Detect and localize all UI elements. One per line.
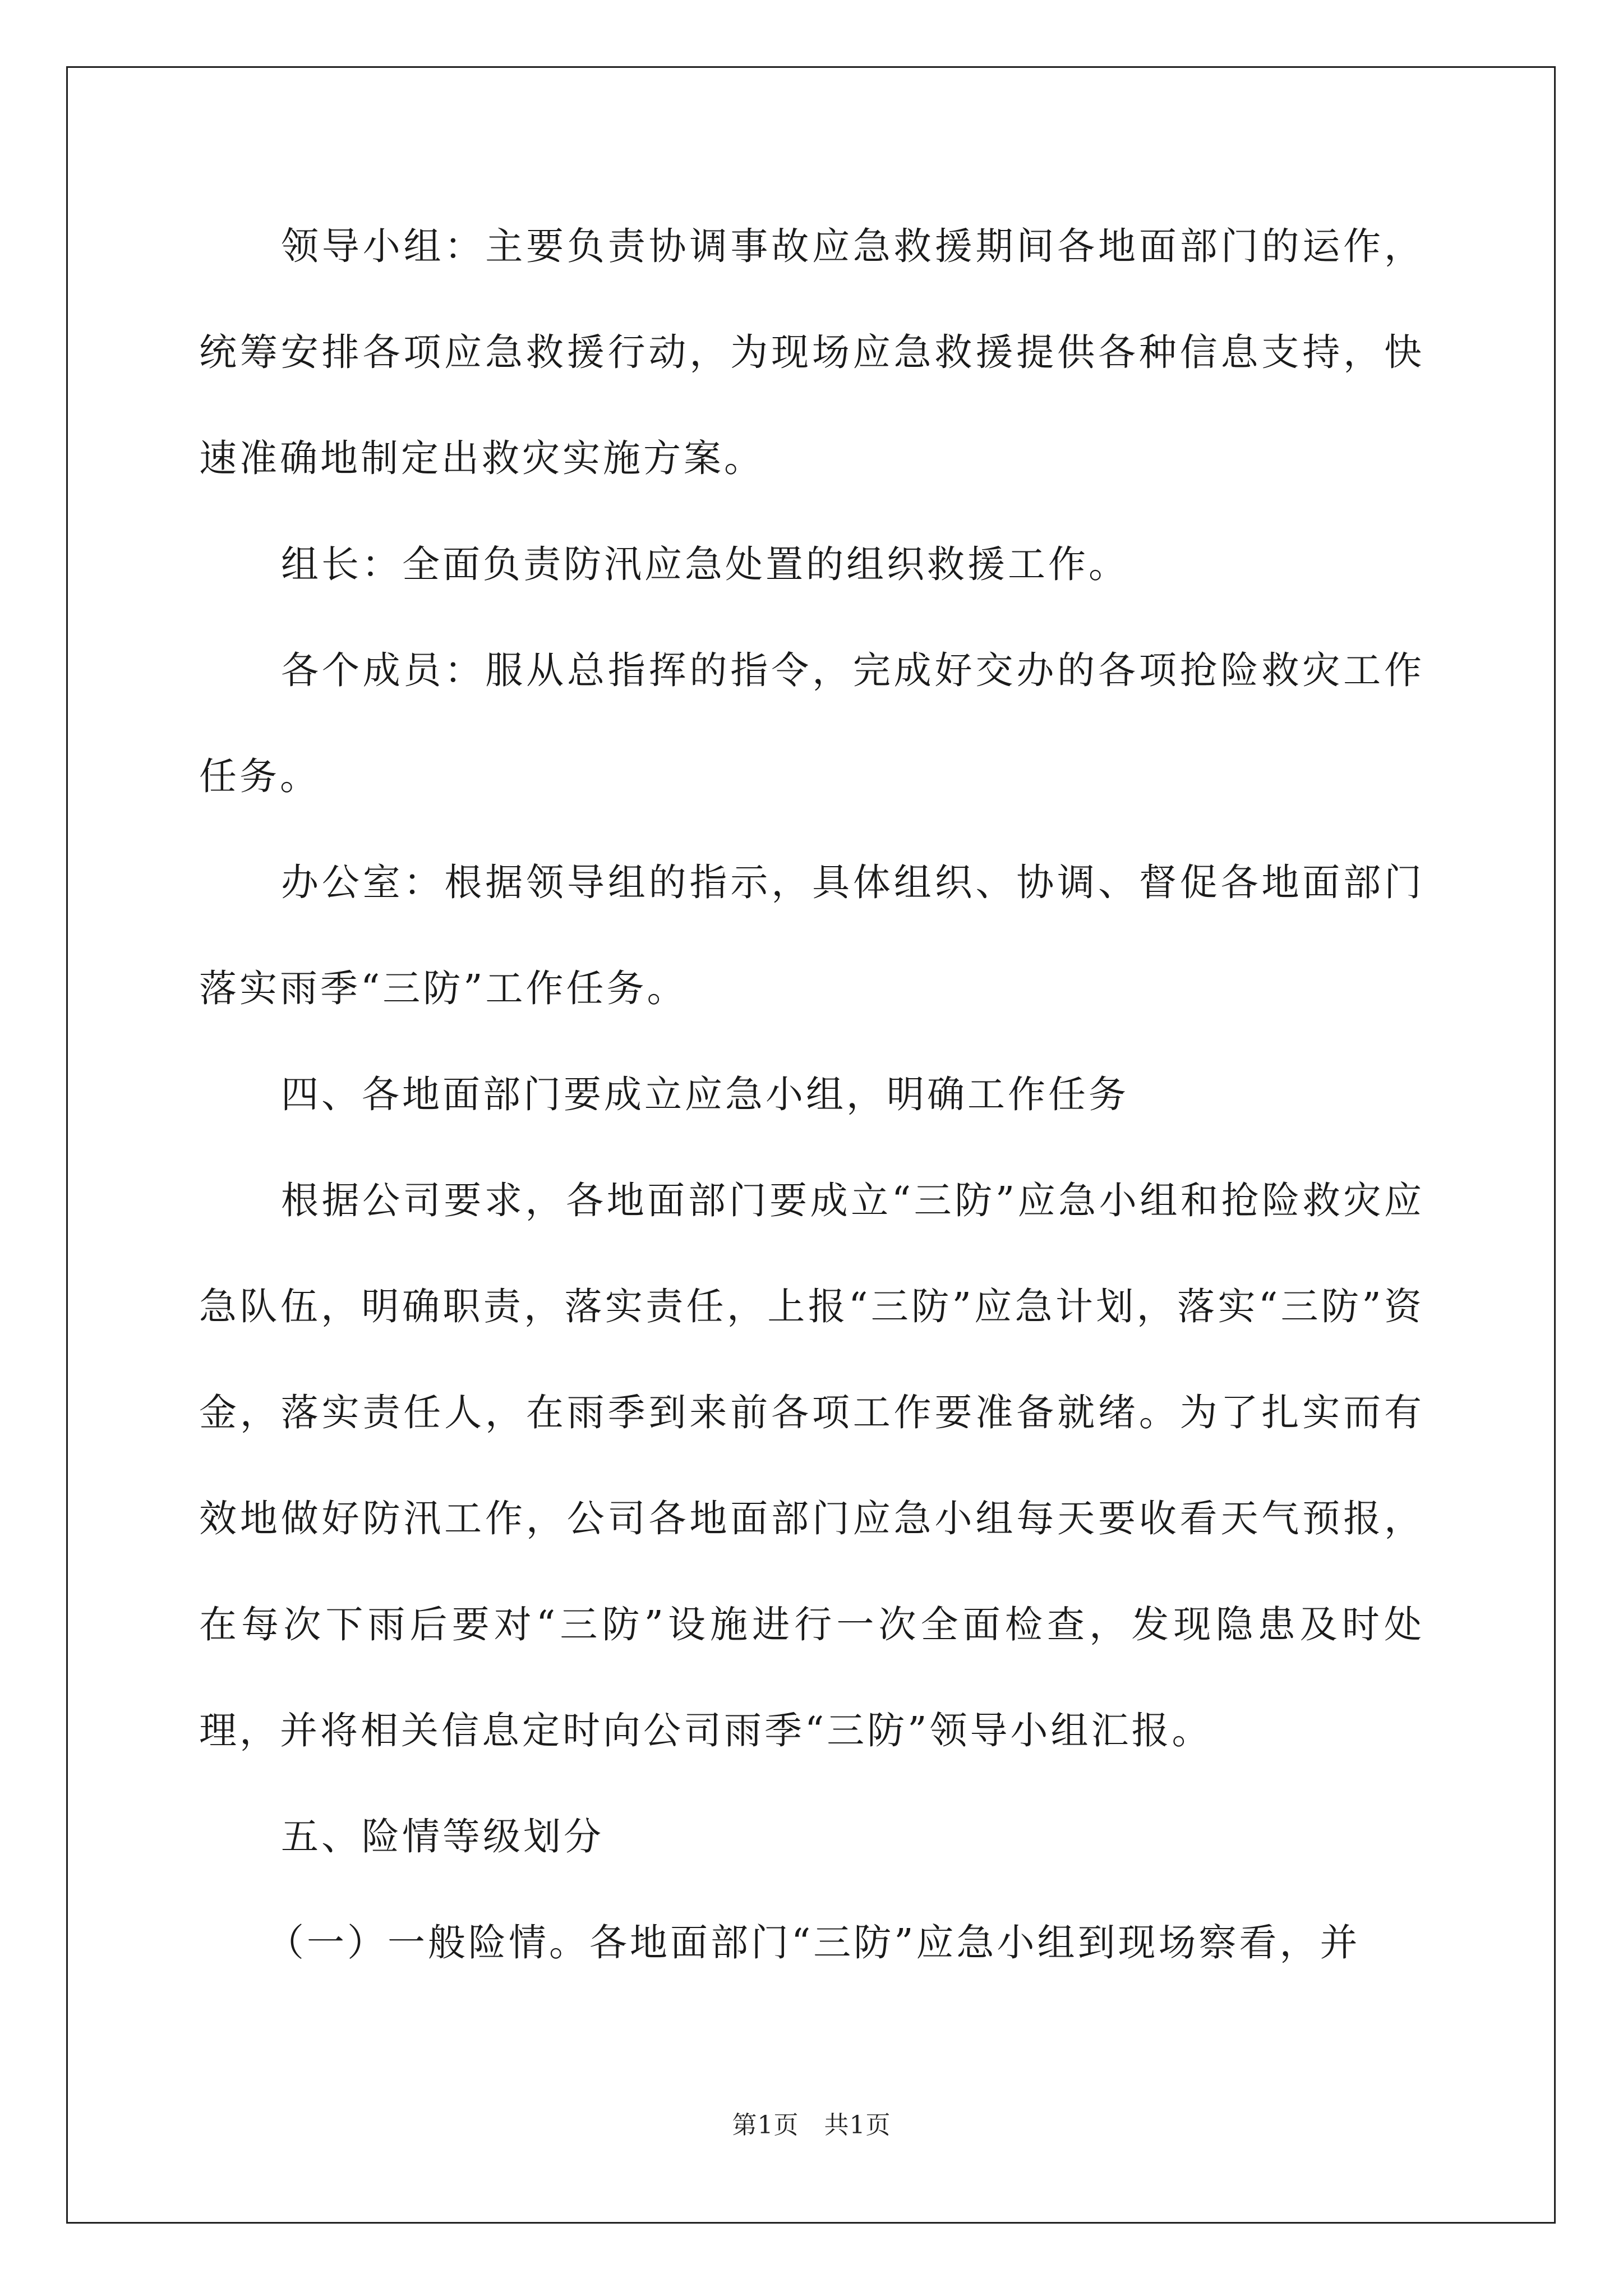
paragraph-members: 各个成员：服从总指挥的指令，完成好交办的各项抢险救灾工作任务。	[199, 648, 1424, 798]
paragraph-group-leader: 组长：全面负责防汛应急处置的组织救援工作。	[281, 542, 1129, 586]
paragraph-general-danger: （一）一般险情。各地面部门“三防”应急小组到现场察看，并	[266, 1921, 1361, 1964]
page-footer: 第1页 共1页	[732, 2111, 891, 2139]
paragraph-office: 办公室：根据领导组的指示，具体组织、协调、督促各地面部门落实雨季“三防”工作任务。	[199, 861, 1424, 1010]
section-heading-five: 五、险情等级划分	[281, 1815, 604, 1858]
document-body	[199, 194, 1424, 1996]
paragraph-requirements: 根据公司要求，各地面部门要成立“三防”应急小组和抢险救灾应急队伍，明确职责，落实责任，上报“三防”应急计划，落实“三防”资金，落实责任人，在雨季到来前各项工作要准备就绪。为了扎实而有效地做好防汛工作，公司各地面部门应急小组每天要收看天气预报，在每次下雨后要对“三防”设施进行一次全面检查，发现隐患及时处理，并将相关信息定时向公司雨季“三防”领导小组汇报。	[199, 1179, 1424, 1752]
section-heading-four: 四、各地面部门要成立应急小组，明确工作任务	[281, 1073, 1129, 1116]
paragraph-leading-group: 领导小组：主要负责协调事故应急救援期间各地面部门的运作，统筹安排各项应急救援行动，为现场应急救援提供各种信息支持，快速准确地制定出救灾实施方案。	[199, 224, 1424, 480]
